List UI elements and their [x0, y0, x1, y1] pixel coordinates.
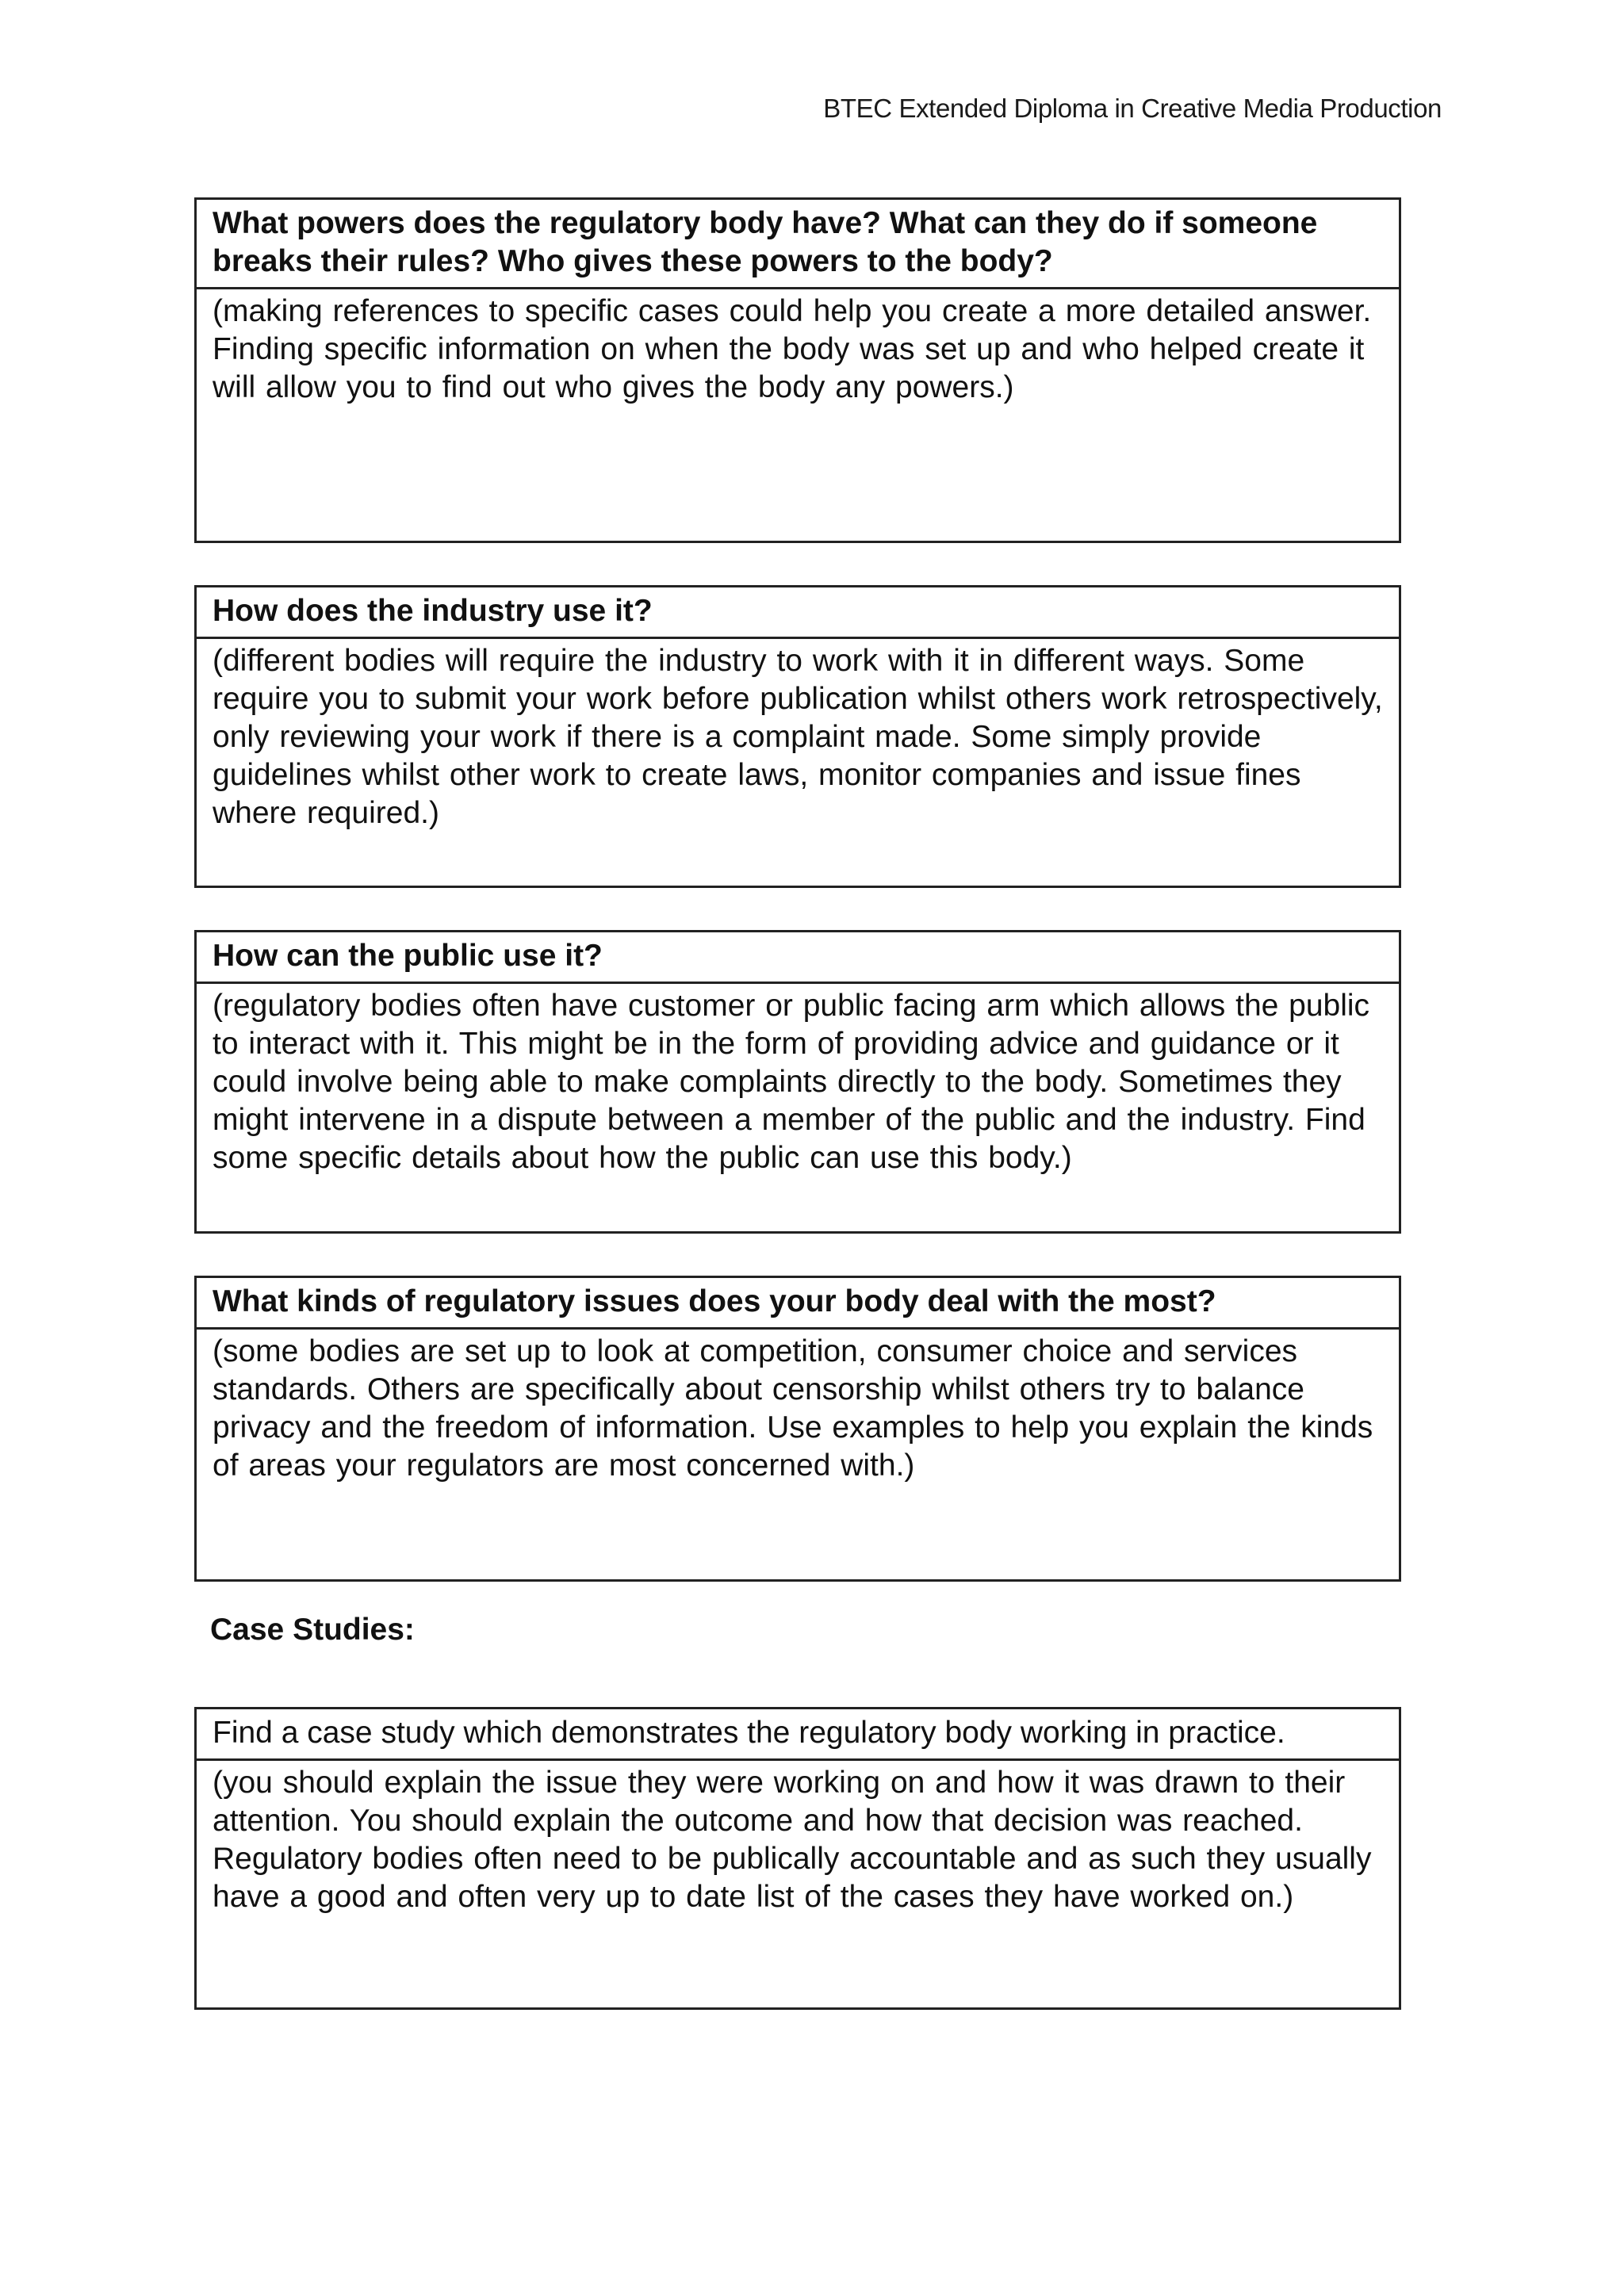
regulatory-issues-box — [194, 1276, 1401, 1582]
industry-use-box — [194, 585, 1401, 888]
industry-use-question: How does the industry use it? — [197, 587, 1399, 639]
case-study-guidance[interactable]: (you should explain the issue they were working on and how it was drawn to their attention. You should explain the outcome and how that decision was reached. Regulatory bodies often need to be publically accountable and as such they usually have a good and often very up to date list of the cases they have worked on.) — [213, 1766, 1372, 1914]
public-use-box — [194, 930, 1401, 1234]
regulatory-issues-guidance[interactable]: (some bodies are set up to look at competition, consumer choice and services standards. Others are specifically about censorship whilst others try to balance privacy and the freedom of information. Use examples to help you explain the kinds of areas your regulators are most concerned with.) — [213, 1334, 1373, 1483]
public-use-guidance[interactable]: (regulatory bodies often have customer or public facing arm which allows the public to interact with it. This might be in the form of providing advice and guidance or it could involve being able to make complaints directly to the body. Sometimes they might intervene in a dispute between a member of the public and the industry. Find some specific details about how the public can use this body.) — [213, 989, 1370, 1175]
industry-use-guidance[interactable]: (different bodies will require the industry to work with it in different ways. Some require you to submit your work before publication whilst others work retrospectively, only reviewing your work if there is a complaint made. Some simply provide guidelines whilst other work to create laws, monitor companies and issue fines where required.) — [213, 644, 1383, 830]
public-use-question: How can the public use it? — [197, 932, 1399, 984]
powers-question: What powers does the regulatory body have? What can they do if someone breaks their rules? Who gives these powers to the body? — [197, 200, 1399, 289]
page-header: BTEC Extended Diploma in Creative Media Production — [823, 94, 1442, 123]
case-study-question: Find a case study which demonstrates the regulatory body working in practice. — [197, 1709, 1399, 1761]
case-study-box — [194, 1707, 1401, 2010]
powers-box — [194, 197, 1401, 543]
powers-guidance[interactable]: (making references to specific cases could help you create a more detailed answer. Finding specific information on when the body was set up and who helped create it will allow you to find out who gives the body any powers.) — [213, 294, 1372, 404]
regulatory-issues-question: What kinds of regulatory issues does your body deal with the most? — [197, 1278, 1399, 1330]
case-studies-title: Case Studies: — [210, 1613, 415, 1647]
